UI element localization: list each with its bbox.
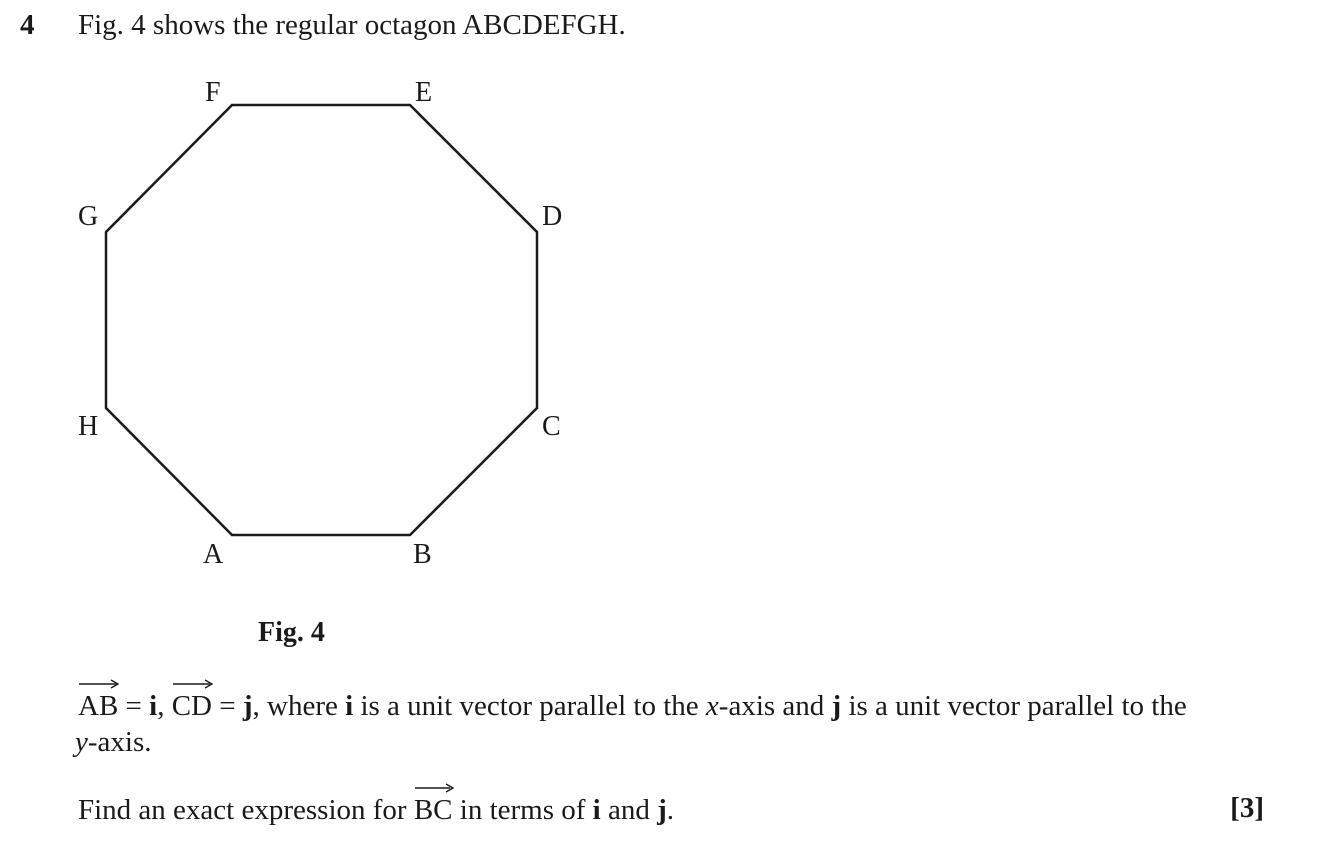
comma-1: ,: [157, 690, 172, 722]
text-unit-y: is a unit vector parallel to the: [841, 690, 1187, 722]
octagon-shape: [106, 105, 537, 535]
text-axis-and: -axis and: [718, 690, 832, 722]
question-number: 4: [20, 9, 35, 41]
vector-definition-line-2: [75, 724, 152, 760]
question-intro: Fig. 4 shows the regular octagon ABCDEFGH.: [78, 9, 626, 41]
vector-arrow-icon: [79, 679, 117, 689]
symbol-i-3: i: [592, 794, 601, 826]
vertex-label-e: E: [415, 77, 433, 108]
symbol-y: y: [75, 726, 88, 758]
vector-ab-label: AB: [78, 690, 119, 722]
text-unit-x: is a unit vector parallel to the: [353, 690, 706, 722]
symbol-i-2: i: [345, 690, 354, 722]
symbol-j-3: j: [657, 794, 667, 826]
figure-caption: Fig. 4: [258, 617, 325, 648]
vertex-label-c: C: [542, 411, 561, 442]
vector-bc-label: BC: [413, 794, 453, 826]
symbol-j-2: j: [831, 690, 842, 722]
vector-cd: [172, 688, 212, 724]
text-axis-end: -axis.: [87, 726, 152, 758]
question-prompt: [78, 792, 674, 828]
equals-2: =: [212, 690, 243, 722]
vertex-label-a: A: [203, 539, 224, 570]
vector-bc: [414, 792, 453, 828]
text-and: and: [600, 794, 658, 826]
vector-cd-label: CD: [171, 690, 213, 722]
vector-arrow-icon: [173, 679, 211, 689]
text-find: Find an exact expression for: [78, 794, 414, 826]
octagon-figure: [60, 70, 600, 580]
vector-ab: [78, 688, 118, 724]
text-where: , where: [252, 690, 346, 722]
text-period: .: [666, 794, 675, 826]
vector-arrow-icon: [415, 783, 452, 793]
octagon-diagram: [60, 70, 600, 580]
marks-allocation: [3]: [1230, 792, 1264, 824]
vertex-label-f: F: [205, 77, 221, 108]
vertex-label-h: H: [78, 411, 99, 442]
symbol-j: j: [242, 690, 253, 722]
vertex-label-d: D: [542, 201, 563, 232]
symbol-i: i: [149, 690, 158, 722]
symbol-x: x: [705, 690, 719, 722]
vertex-label-b: B: [413, 539, 432, 570]
equals-1: =: [118, 690, 150, 722]
vector-definition-line-1: [78, 688, 1266, 724]
vertex-label-g: G: [78, 201, 99, 232]
text-in-terms: in terms of: [452, 794, 593, 826]
